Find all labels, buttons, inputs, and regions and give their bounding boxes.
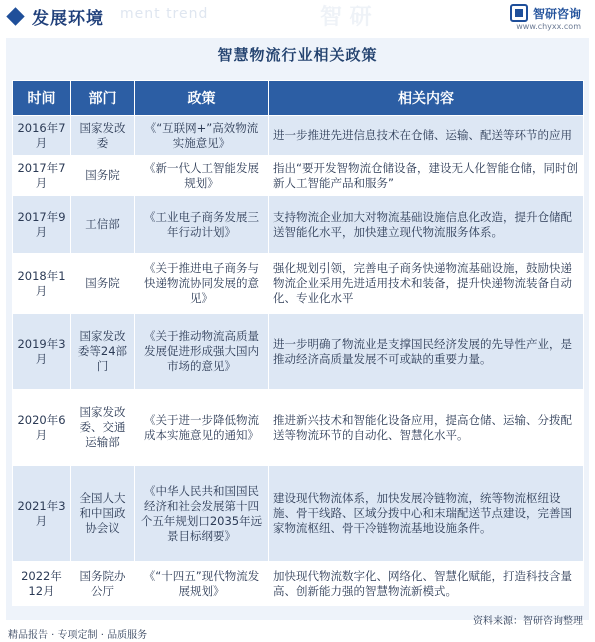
cell-content: 强化规划引领，完善电子商务快递物流基础设施，鼓励快递物流企业采用先进适用技术和装备，提升快递物流装备自动化、专业化水平 <box>269 254 584 314</box>
cell-dept: 国家发改委等24部门 <box>71 314 135 390</box>
cell-dept: 国家发改委 <box>71 116 135 156</box>
source-note: 资料来源：智研咨询整理 <box>473 616 583 627</box>
cell-time: 2017年9月 <box>13 196 71 254</box>
cell-content: 加快现代物流数字化、网络化、智慧化赋能，打造科技含量高、创新能力强的智慧物流新模式。 <box>269 562 584 606</box>
table-row <box>13 156 584 196</box>
cell-time: 2018年1月 <box>13 254 71 314</box>
logo-name: 智研咨询 <box>532 6 581 21</box>
cell-content: 推进新兴技术和智能化设备应用，提高仓储、运输、分拨配送等物流环节的自动化、智慧化水平。 <box>269 390 584 466</box>
cell-time: 2016年7月 <box>13 116 71 156</box>
cell-content: 支持物流企业加大对物流基础设施信息化改造，提升仓储配送智能化水平，加快建立现代物流服务体系。 <box>269 196 584 254</box>
cell-content: 进一步明确了物流业是支撑国民经济发展的先导性产业，是推动经济高质量发展不可或缺的重要力量。 <box>269 314 584 390</box>
table-row <box>13 254 584 314</box>
top-bar <box>0 0 595 32</box>
cell-dept: 国务院 <box>71 156 135 196</box>
footer-slogan: 精品报告 · 专项定制 · 品质服务 <box>8 630 148 641</box>
logo-icon <box>510 4 528 22</box>
cell-content: 指出“要开发智物流仓储设备，建设无人化智能仓储，同时创新人工智能产品和服务” <box>269 156 584 196</box>
column-header-dept: 部门 <box>71 81 135 116</box>
policy-table <box>12 80 584 606</box>
watermark-logo-text: 智 研 <box>320 5 372 30</box>
cell-time: 2019年3月 <box>13 314 71 390</box>
column-header-content: 相关内容 <box>269 81 584 116</box>
watermark-text: ment trend <box>120 6 209 22</box>
table-row <box>13 314 584 390</box>
site-url: www.chyxx.com <box>516 22 581 31</box>
table-row <box>13 196 584 254</box>
section-title: 发展环境 <box>32 9 104 29</box>
cell-content: 建设现代物流体系，加快发展冷链物流，统等物流枢纽设施、骨干线路、区域分拨中心和末瑞配送节点建设，完善国家物流枢纽、骨干冷链物流基地设施条件。 <box>269 466 584 562</box>
cell-time: 2021年3月 <box>13 466 71 562</box>
cell-policy: 《中华人民共和国国民经济和社会发展第十四个五年规划口2035年远景目标纲要》 <box>135 466 269 562</box>
column-header-time: 时间 <box>13 81 71 116</box>
table-row <box>13 466 584 562</box>
brand-logo <box>510 4 581 22</box>
table-row <box>13 562 584 606</box>
table-row <box>13 116 584 156</box>
cell-policy: 《关于推动物流高质量发展促进形成强大国内市场的意见》 <box>135 314 269 390</box>
cell-dept: 国家发改委、交通运输部 <box>71 390 135 466</box>
cell-time: 2022年12月 <box>13 562 71 606</box>
footer <box>0 616 595 642</box>
cell-time: 2017年7月 <box>13 156 71 196</box>
cell-policy: 《“十四五”现代物流发展规划》 <box>135 562 269 606</box>
cell-policy: 《工业电子商务发展三年行动计划》 <box>135 196 269 254</box>
column-header-policy: 政策 <box>135 81 269 116</box>
policy-panel <box>6 38 589 620</box>
cell-dept: 国务院办公厅 <box>71 562 135 606</box>
table-title: 智慧物流行业相关政策 <box>217 46 378 64</box>
section-heading <box>6 4 104 29</box>
cell-dept: 工信部 <box>71 196 135 254</box>
cell-policy: 《关于进一步降低物流成本实施意见的通知》 <box>135 390 269 466</box>
cell-dept: 国务院 <box>71 254 135 314</box>
diamond-icon <box>6 7 24 25</box>
cell-policy: 《关于推进电子商务与快递物流协同发展的意见》 <box>135 254 269 314</box>
cell-policy: 《新一代人工智能发展规划》 <box>135 156 269 196</box>
table-header-row <box>13 81 584 116</box>
table-row <box>13 390 584 466</box>
cell-policy: 《“互联网+”高效物流实施意见》 <box>135 116 269 156</box>
cell-content: 进一步推进先进信息技术在仓储、运输、配送等环节的应用 <box>269 116 584 156</box>
cell-time: 2020年6月 <box>13 390 71 466</box>
cell-dept: 全国人大和中国政协会议 <box>71 466 135 562</box>
